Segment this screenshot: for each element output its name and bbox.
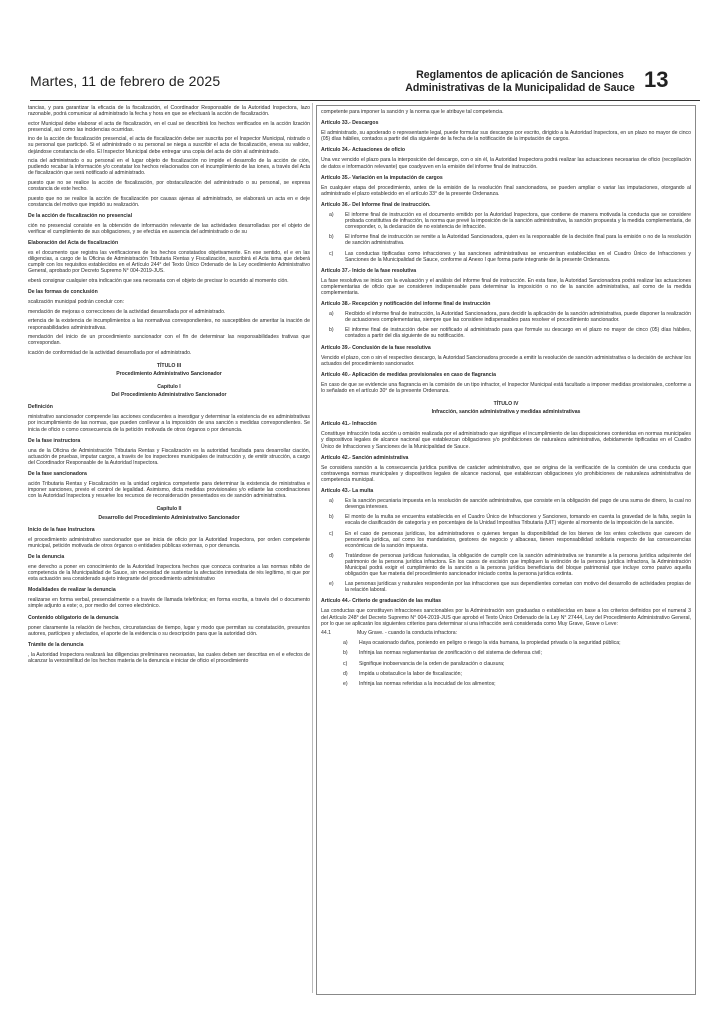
section-heading: TÍTULO IV [493,401,519,408]
list-marker: b) [343,650,348,657]
list-marker: b) [329,234,334,241]
page-number: 13 [644,67,669,92]
list-item-text: El informe final de instrucción es el documento emitido por la Autoridad Inspectora, que contiene de manera motivada la conducta que se considere probada constitutiva de infracción, la norma que prevé la imposición de la sanción administrativa, la sanción propuesta y la medida complementaria, de corresponder, o, la declaración de no existencia de infracción. [345,212,691,231]
section-heading: Del Procedimiento Administrativo Sancionador [111,392,227,399]
list-item-text: Las conductas tipificadas como infracciones y las sanciones administrativas se encuentran establecidas en el Cuadro Único de Infracciones y Sanciones de la Municipalidad de Sauce, conforme al Anexo I que forma parte integrante de la presente Ordenanza. [345,250,691,263]
paragraph: puesto que no se realice la acción de fiscalización por causas ajenas al administrado, se elaborará un acta en e deje constancia del motivo que impidió su realización. [28,195,310,208]
list-item-text: Haya ocasionado daños, poniendo en peligro o riesgo la vida humana, la propiedad privada o la seguridad pública; [359,640,621,647]
section-heading: Artículo 43.- La multa [321,488,374,495]
list-item [321,311,691,323]
paragraph: ación Tributaria Rentas y Fiscalización es la unidad orgánica competente para determinar la existencia de ministrativa e imponer sanciones, previo el control de legalidad. Asimismo, dicta medidas provisionales y/o ediante las coordinaciones con la Autoridad Inspectora y resuelve los recursos de reconsideración presentados es de sanción administrativa. [28,481,310,500]
section-heading: Artículo 37.- Inicio de la fase resolutiva [321,267,417,274]
list-item [321,681,691,687]
header-rule [30,100,700,101]
list-item-text: Signifique inobservancia de la orden de paralización o clausura; [359,660,505,667]
list-item [321,661,691,667]
section-heading: De la fase sancionadora [28,471,87,478]
paragraph: realizarse en forma verbal, presencialmente o a través de llamada telefónica; en forma escrita, a través del o documento simple adjunto a este; o, por medio del correo electrónico. [28,597,310,610]
list-marker: b) [329,514,334,521]
paragraph: puesto que no se realice la acción de fiscalización, por obstaculización del administrado o su personal, se expresa constancia de este hecho. [28,179,310,193]
list-item [321,553,691,577]
list-marker: c) [329,250,334,257]
list-item [321,640,691,646]
list-marker: b) [329,327,334,334]
paragraph: tancias, y para garantizar la eficacia de la fiscalización, el Coordinador Responsable de la Autoridad Inspectora, lazo razonable, podrá comunicar al administrado la fecha y hora en que se efectuará la acción de fiscalización. [28,105,310,118]
section-heading: Definición [28,404,53,411]
section-heading: Artículo 40.- Aplicación de medidas provisionales en caso de flagrancia [321,371,496,378]
paragraph: una de la Oficina de Administración Tributaria Rentas y Fiscalización es la autoridad facultada para desarrollar ciación, actuación de pruebas, imputar cargos, a través de los inspectores municipales de instrucción y, de emitir strucción, a cargo del Coordinador Responsable de la Autoridad Inspectora. [28,447,310,466]
section-heading: Artículo 44.- Criterio de graduación de las multas [321,598,441,605]
list-marker: a) [343,640,348,647]
paragraph: competente para imponer la sanción y la norma que le atribuye tal competencia. [321,109,504,115]
paragraph: Vencido el plazo, con o sin el respectivo descargo, la Autoridad Sancionadora procede a emitir la resolución de sanción administrativa o la decisión de archivar los actuados del procedimiento sancionador. [321,354,691,367]
list-item-text: Es la sanción pecuniaria impuesta en la resolución de sanción administrativa, que consiste en la obligación del pago de una suma de dinero, la cual no devenga intereses. [345,498,691,511]
section-heading: Artículo 42.- Sanción administrativa [321,454,409,461]
section-heading: Trámite de la denuncia [28,641,84,648]
list-marker: a) [329,498,334,505]
list-item-text: Tratándose de personas jurídicas fusionadas, la obligación de cumplir con la sanción administrativa se transmite a la persona jurídica adquirente del patrimonio de la persona jurídica infractora. En los casos de escisión que impliquen la extinción de la persona jurídica infractora, la Administración Municipal podrá exigir el cumplimiento de la sanción a la persona jurídica beneficiaria del bloque patrimonial que incluye como pasivo aquella obligación que fue materia del procedimiento sancionador iniciado contra la persona jurídica extinta. [345,552,691,578]
list-item [321,327,691,339]
paragraph: ene derecho a poner en conocimiento de la Autoridad Inspectora hechos que conozca contrarios a las normas ntbito de competencia de la Municipalidad de Sauce, sin necesidad de sustentar la afectación inmediata de rés legítimo, ni que por esta actuación sea considerado sujeto integrante del procedimiento administrativo [28,563,310,583]
list-marker: e) [343,680,348,687]
list-item-text: Infrinja las normas referidas a la inocuidad de los alimentos; [359,680,496,687]
list-marker: a) [329,212,334,219]
list-item [321,630,691,636]
section-heading: Artículo 38.- Recepción y notificación del informe final de instrucción [321,301,491,308]
list-item-text: El informe final de instrucción se remite a la Autoridad Sancionadora, quien es la responsable de la decisión final para la emisión o no de la resolución de sanción administrativa. [345,234,691,247]
list-item-text: Las personas jurídicas y naturales responderán por las infracciones que sus dependientes cometan con motivo del desarrollo de actividades propias de la relación laboral. [345,581,691,594]
paragraph: Las conductas que constituyen infracciones sancionables por la Administración son graduadas o establecidas en base a los criterios definidos por el numeral 3 del Artículo 248° del Decreto Supremo N° 004-2019-JUS que aprobó el Texto Único Ordenado de la Ley N° 27444, Ley del Procedimiento Administrativo General, por lo que se aplicarán los siguientes criterios para determinar si una infracción será considerada como Muy Grave, Grave o Leve: [321,608,691,627]
list-marker: c) [329,530,334,537]
list-item [321,531,691,549]
section-heading: Contenido obligatorio de la denuncia [28,614,119,621]
section-heading: De las formas de conclusión [28,289,98,296]
list-marker: e) [329,581,334,588]
paragraph: La fase resolutiva se inicia con la evaluación y el análisis del informe final de instrucción. En esta fase, la Autoridad Sancionadora podrá realizar las actuaciones complementarias de oficio que se consideren indispensable para determinar la imposición o no de la sanción administrativa, así como de la medida complementaria. [321,277,691,296]
section-heading: Artículo 41.- Infracción [321,421,377,428]
section-heading: Elaboración del Acta de fiscalización [28,240,119,247]
list-item-text: El monto de la multa se encuentra establecida en el Cuadro Único de Infracciones y Sanciones, tomando en cuenta la gravedad de la falta, según la escala de clasificación de categoría y en porcentajes de la Unidad Impositiva Tributaria (UIT) vigente al momento de la imposición de la sanción. [345,514,691,527]
list-item [321,251,691,263]
list-marker: a) [329,311,334,318]
list-item-text: Recibido el informe final de instrucción, la Autoridad Sancionadora, para decidir la aplicación de la sanción administrativa, puede disponer la realización de actuaciones complementarias, siempre que las considere indispensables para resolver el procedimiento sancionador. [345,311,691,324]
paragraph: icación de conformidad de la actividad desarrollada por el administrado. [28,349,192,356]
section-heading: TÍTULO III [156,362,182,369]
paragraph: mendación del inicio de un procedimiento sancionador con el fin de determinar las responsabilidades trativas que correspondan. [28,334,310,347]
paragraph: ncia del administrado o su personal en el lugar objeto de fiscalización no impide el desarrollo de la acción de ción, pudiendo recabar la información y/o constatar los hechos relacionados con el incumplimiento de las iones, a través del Acta de fiscalización que será notificado al administrado. [28,158,310,177]
list-item-text: Impida u obstaculice la labor de fiscalización; [359,670,462,677]
paragraph: eberá consignar cualquier otra indicación que sea necesaria con el objeto de precisar lo ocurrido al momento ción. [28,278,289,285]
right-column [316,105,696,995]
list-item-text: Infrinja las normas reglamentarias de zonificación o del sistema de defensa civil; [359,650,542,657]
section-heading: De la fase instructora [28,437,81,444]
publication-title [405,69,635,95]
list-marker: d) [329,552,334,559]
section-heading: Infracción, sanción administrativa y medidas administrativas [431,409,581,416]
section-heading: Capítulo II [156,506,182,513]
list-item-text: El informe final de instrucción debe ser notificado al administrado para que formule su descargo en el plazo no mayor de cinco (05) días hábiles, contados a partir del día siguiente de su notificación. [345,327,691,340]
paragraph: El administrado, su apoderado o representante legal, puede formular sus descargos por escrito, dirigido a la Autoridad Inspectora, en un plazo no mayor de cinco (05) días hábiles, contados a partir del día siguiente de la fecha de la notificación de la imputación de cargos. [321,130,691,143]
section-heading: Desarrollo del Procedimiento Administrativo Sancionador [98,514,240,521]
title-line-1: Reglamentos de aplicación de Sanciones [416,69,624,81]
section-heading: Inicio de la fase Instructora [28,526,95,533]
list-marker: d) [343,670,348,677]
paragraph: ción no presencial consiste en la obtención de información relevante de las actividades desarrolladas por el objeto de verificar el cumplimiento de sus obligaciones, y se efectúa en ausencia del administrado o de su [28,222,310,235]
list-marker: 44.1 [321,630,332,637]
section-heading: Artículo 39.- Conclusión de la fase resolutiva [321,344,431,351]
list-item [321,234,691,246]
paragraph: ertencia de la existencia de incumplimientos a las normativas correspondientes, no susceptibles de ameritar la inación de responsabilidades administrativas. [28,318,310,331]
section-heading: De la denuncia [28,553,65,560]
paragraph: , la Autoridad Inspectora realizará las diligencias preliminares necesarias, las cuales deben ser descritas en el e efectos de alcanzar la verosimilitud de los hechos materia de la denuncia e iniciar de oficio el procedimiento [28,651,310,664]
paragraph: es el documento que registra las verificaciones de los hechos constatados objetivamente. En ese sentido, el e en las diligencias, a cargo de la Oficina de Administración Tributaria Rentas y Fiscalización, suscribirá el Acta isma que deberá cumplir con los requisitos establecidos en el Artículo 244° del Texto Único Ordenado de la Ley ocedimiento Administrativo General, aprobado por Decreto Supremo N° 004-2019-JUS. [28,250,310,275]
section-heading: Artículo 33.- Descargos [321,120,379,127]
list-item-text: En el caso de personas jurídicas, los administradores o quienes tengan la disponibilidad de los bienes de los entes colectivos que carecen de personería jurídica, así como los mandatarios, gestores de negocio y albaceas, tienen responsabilidad solidaria respecto de las consecuencias económicas de la sanción impuesta. [345,530,691,549]
paragraph: ino de la acción de fiscalización presencial, el acta de fiscalización debe ser suscrita por el Inspector Municipal, nistrado o su personal que participó. Si el administrado o su personal se niega a suscribir el acta de fiscalización, enesa su validez, dejándose constancia de ello. El Inspector Municipal debe entregar una copia del acta de ción al administrado. [28,136,310,155]
paragraph: el procedimiento administrativo sancionador que se inicia de oficio por la Autoridad Inspectora, por orden competente municipal, petición motivada de otros órganos o entidades públicas externas, o por denuncia. [28,536,310,549]
list-item-text: Muy Grave. - cuando la conducta infractora: [357,630,458,637]
header-date: Martes, 11 de febrero de 2025 [30,73,221,89]
section-heading: Capítulo I [157,384,181,391]
paragraph: ector Municipal debe elaborar el acta de fiscalización, en el cual se describirá los hechos verificados en la acción lización presencial, así como las incidencias ocurridas. [28,120,310,133]
section-heading: Modalidades de realizar la denuncia [28,587,116,594]
paragraph: En caso de que se evidencie una flagrancia en la comisión de un tipo infractor, el Inspector Municipal está facultado a imponer medidas provisionales, conforme a lo señalado en el artículo 30° de la presente Ordenanza. [321,381,691,394]
list-item [321,212,691,230]
section-heading: Artículo 34.- Actuaciones de oficio [321,147,406,154]
paragraph: scalización municipal podrán concluir con: [28,299,125,306]
paragraph: ministrativo sancionador comprende las acciones conducentes a investigar y determinar la existencia de es administrativas por incumplimiento de las normas, que pueden conllevar a la imposición de una sanción s medidas correspondientes. Se inicia de oficio o como consecuencia de la petición motivada de otros órganos o por denuncia. [28,414,310,433]
left-column [28,105,310,995]
paragraph: mendación de mejoras o correcciones de la actividad desarrollada por el administrado. [28,308,226,315]
section-heading: Artículo 35.- Variación en la imputación de cargos [321,174,443,181]
section-heading: De la acción de fiscalización no presencial [28,212,132,219]
list-item [321,581,691,593]
paragraph: Constituye infracción toda acción u omisión realizada por el administrado que signifique el incumplimiento de las disposiciones contenidas en normas municipales y dispositivos legales de alcance nacional que establezcan obligaciones y/o prohibiciones de naturaleza administrativa, debidamente tipificadas en el Cuadro Único de Infracciones y Sanciones de la Municipalidad de Sauce. [321,431,691,450]
paragraph: Una vez vencido el plazo para la interposición del descargo, con o sin él, la Autoridad Inspectora podrá realizar las actuaciones necesarias de oficio (recopilación de datos e información relevante) que coadyuven en la emisión del informe final de instrucción. [321,157,691,170]
list-item [321,498,691,510]
section-heading: Artículo 36.- Del Informe final de instrucción. [321,201,431,208]
paragraph: poner claramente la relación de hechos, circunstancias de tiempo, lugar y modo que permitan su constatación, presuntos autores, partícipes y afectados, el aporte de la evidencia o su descripción para que la autoridad ción. [28,624,310,637]
paragraph: En cualquier etapa del procedimiento, antes de la emisión de la resolución final sancionadora, se pueden ampliar o variar las imputaciones, otorgando al administrado el plazo establecido en el artículo 33° de la presente Ordenanza. [321,184,691,197]
list-marker: c) [343,660,348,667]
column-divider [312,103,313,993]
list-item [321,514,691,526]
list-item [321,671,691,677]
title-line-2: Administrativas de la Municipalidad de Sauce [405,82,635,94]
list-item [321,650,691,656]
section-heading: Procedimiento Administrativo Sancionador [116,371,222,377]
paragraph: Se considera sanción a la consecuencia jurídica punitiva de carácter administrativo, que se origina de la verificación de la comisión de una conducta que contravenga normas municipales y dispositivos legales de alcance nacional, que establezcan obligaciones y/o prohibiciones de naturaleza administrativa de competencia municipal. [321,464,691,483]
